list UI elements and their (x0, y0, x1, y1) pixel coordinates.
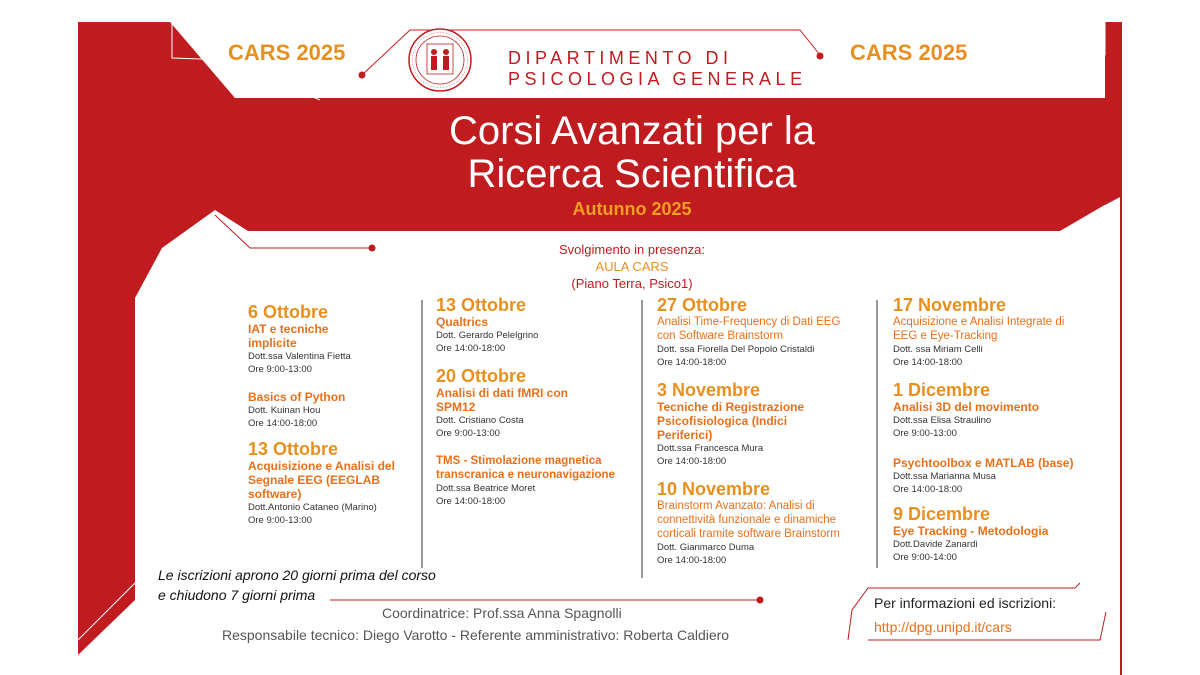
cars-label-left: CARS 2025 (228, 40, 346, 65)
course-item (657, 381, 869, 468)
course-teacher: Dott. Cristiano Costa (436, 415, 524, 426)
course-teacher: Dott. ssa Miriam Celli (893, 344, 983, 355)
course-time: Ore 9:00-13:00 (893, 428, 957, 439)
course-title: Analisi di dati fMRI con SPM12 (436, 386, 569, 414)
registration-line-2: e chiudono 7 giorni prima (158, 587, 316, 603)
course-item (893, 456, 1083, 496)
course-time: Ore 14:00-18:00 (657, 555, 727, 566)
course-teacher: Dott. ssa Fiorella Del Popolo Cristaldi (657, 344, 815, 355)
course-title: Basics of Python (248, 390, 346, 404)
course-teacher: Dott.Antonio Cataneo (Marino) (248, 502, 377, 513)
venue-info (452, 241, 812, 292)
course-item (248, 390, 418, 430)
course-item (248, 440, 418, 527)
course-date: 10 Novembre (657, 479, 771, 499)
course-time: Ore 14:00-18:00 (657, 357, 727, 368)
course-item (893, 296, 1083, 369)
course-item (436, 296, 636, 355)
course-item (657, 480, 869, 567)
course-teacher: Dott. Kuinan Hou (248, 405, 321, 416)
course-time: Ore 14:00-18:00 (436, 343, 506, 354)
info-box-frame (868, 583, 1080, 588)
course-title: Acquisizione e Analisi Integrate di EEG e Eye-Tracking (893, 316, 1065, 342)
course-item (436, 367, 636, 440)
registration-line-1: Le iscrizioni aprono 20 giorni prima del corso (158, 567, 436, 583)
course-time: Ore 14:00-18:00 (436, 496, 506, 507)
course-date: 20 Ottobre (436, 366, 527, 386)
course-date: 1 Dicembre (893, 380, 991, 400)
course-time: Ore 9:00-13:00 (248, 364, 312, 375)
course-item (248, 303, 418, 376)
course-teacher: Dott.ssa Valentina Fietta (248, 351, 351, 362)
course-column-2 (436, 296, 636, 517)
course-time: Ore 14:00-18:00 (893, 484, 963, 495)
venue-line-1: Svolgimento in presenza: (559, 242, 705, 257)
course-time: Ore 9:00-14:00 (893, 552, 957, 563)
page-title (332, 110, 932, 196)
course-title: Qualtrics (436, 315, 489, 329)
department-line-2: PSICOLOGIA GENERALE (508, 69, 807, 89)
info-label: Per informazioni ed iscrizioni: (874, 595, 1057, 611)
deco-line-right (1088, 22, 1105, 65)
registration-note (158, 565, 436, 605)
course-item (436, 454, 636, 508)
course-title: Eye Tracking - Metodologia (893, 524, 1049, 538)
course-item (893, 381, 1083, 440)
course-title: Psychtoolbox e MATLAB (base) (893, 456, 1074, 470)
course-date: 6 Ottobre (248, 302, 329, 322)
course-date: 3 Novembre (657, 380, 761, 400)
info-link[interactable]: http://dpg.unipd.it/cars (874, 619, 1012, 635)
course-column-3 (657, 296, 869, 576)
staff-info: Responsabile tecnico: Diego Varotto - Referente amministrativo: Roberta Caldiero (222, 627, 730, 643)
university-seal-icon (409, 29, 471, 91)
title-line-1: Corsi Avanzati per la (448, 109, 816, 153)
course-time: Ore 14:00-18:00 (248, 418, 318, 429)
course-teacher: Dott.Davide Zanardi (893, 539, 978, 550)
course-column-4 (893, 296, 1083, 573)
course-title: IAT e tecniche implicite (248, 322, 329, 350)
cars-label-right: CARS 2025 (850, 40, 968, 65)
course-date: 17 Novembre (893, 295, 1007, 315)
course-time: Ore 14:00-18:00 (893, 357, 963, 368)
department-line-1: DIPARTIMENTO DI (508, 48, 733, 68)
coordinator: Coordinatrice: Prof.ssa Anna Spagnolli (382, 605, 622, 621)
course-title: Brainstorm Avanzato: Analisi di connettività funzionale e dinamiche corticali tramite software Brainstorm (657, 500, 840, 540)
title-line-2: Ricerca Scientifica (467, 152, 797, 196)
course-time: Ore 9:00-13:00 (436, 428, 500, 439)
department-name (508, 48, 807, 90)
course-time: Ore 9:00-13:00 (248, 515, 312, 526)
course-title: Analisi 3D del movimento (893, 400, 1040, 414)
course-title: Acquisizione e Analisi del Segnale EEG (EEGLAB software) (248, 459, 395, 501)
course-item (893, 505, 1083, 564)
course-teacher: Dott.ssa Elisa Straulino (893, 415, 992, 426)
course-teacher: Dott. Gerardo Pelelgrino (436, 330, 539, 341)
venue-line-3: (Piano Terra, Psico1) (571, 276, 693, 291)
course-teacher: Dott.ssa Beatrice Moret (436, 483, 536, 494)
course-title: TMS - Stimolazione magnetica transcranica e neuronavigazione (436, 455, 615, 481)
course-date: 27 Ottobre (657, 295, 748, 315)
course-title: Tecniche di Registrazione Psicofisiologica (Indici Periferici) (657, 400, 805, 442)
course-date: 13 Ottobre (248, 439, 339, 459)
course-teacher: Dott.ssa Marianna Musa (893, 471, 996, 482)
course-item (657, 296, 869, 369)
course-date: 13 Ottobre (436, 295, 527, 315)
course-time: Ore 14:00-18:00 (657, 456, 727, 467)
course-title: Analisi Time-Frequency di Dati EEG con Software Brainstorm (657, 316, 841, 342)
course-teacher: Dott. Gianmarco Duma (657, 542, 755, 553)
course-column-1 (248, 296, 418, 536)
season-label: Autunno 2025 (572, 199, 692, 219)
course-date: 9 Dicembre (893, 504, 991, 524)
venue-line-2: AULA CARS (595, 259, 669, 274)
course-teacher: Dott.ssa Francesca Mura (657, 443, 764, 454)
